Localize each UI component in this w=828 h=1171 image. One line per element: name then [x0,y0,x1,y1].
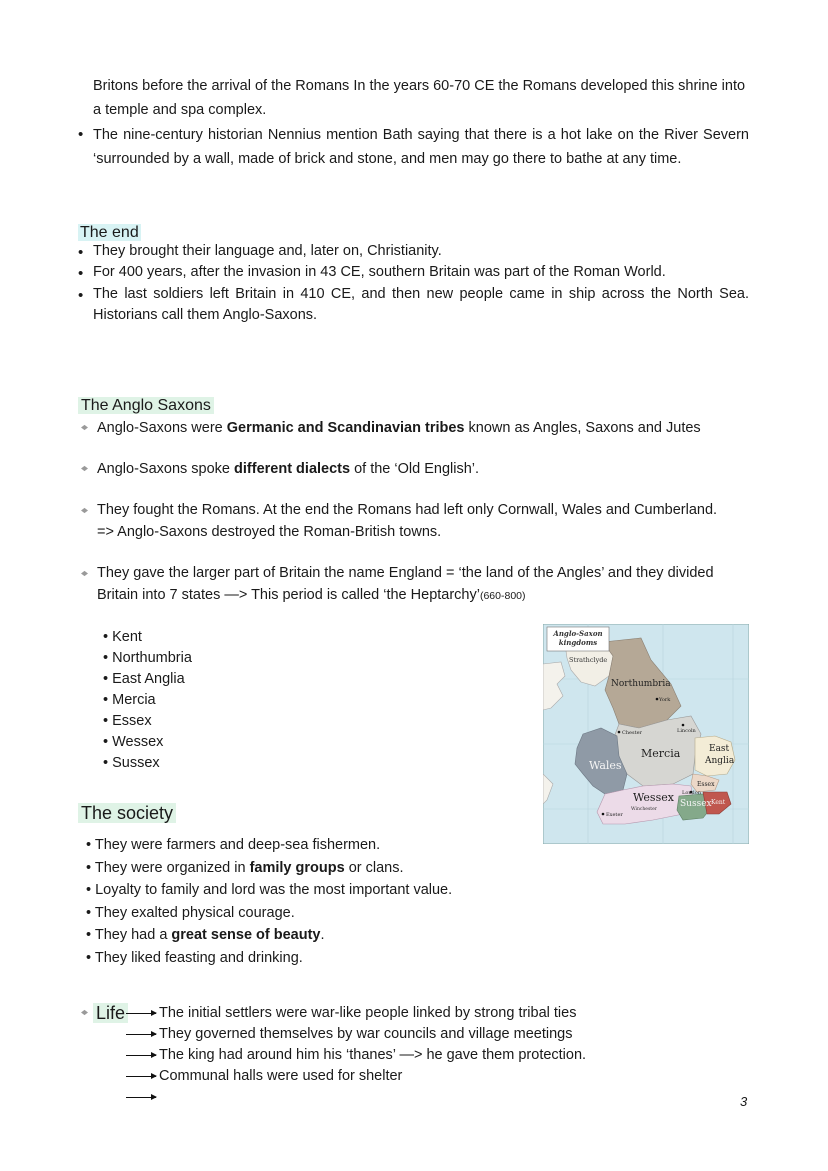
the-end-bullet-1: They brought their language and, later on, Christianity. [93,243,442,259]
map-label-east-anglia-1: East [709,744,730,754]
map-label-chester: Chester [622,730,642,736]
map-title-line2: kingdoms [558,638,598,647]
map-label-kent: Kent [711,799,726,806]
life-line-2: They governed themselves by war councils and village meetings [159,1026,573,1042]
list-item: • They exalted physical courage. [86,904,295,921]
anglo-saxons-item-4: They gave the larger part of Britain the name England = ‘the land of the Angles’ and they divided Britain into 7 states —> This period is called ‘the Heptarchy’(660-800) [97,565,714,603]
map-label-mercia: Mercia [641,747,681,760]
map-label-sussex: Sussex [680,799,712,809]
life-line-3: The king had around him his ‘thanes’ —> he gave them protection. [159,1047,587,1063]
kingdoms-list [103,627,192,774]
page-number: 3 [740,1094,748,1109]
map-label-east-anglia-2: Anglia [705,756,735,766]
map-title-line1: Anglo-Saxon [553,629,603,638]
list-item: • Northumbria [103,650,192,666]
arrow-icon [126,1013,156,1014]
life-line-1: The initial settlers were war-like people linked by strong tribal ties [159,1005,577,1021]
list-item: • East Anglia [103,671,185,687]
section-heading-anglo-saxons: The Anglo Saxons [78,395,214,417]
diamond-bullet-icon [81,465,88,472]
arrow-icon [126,1097,156,1098]
anglo-saxon-kingdoms-map [543,624,749,844]
map-label-wales: Wales [589,759,622,772]
list-item: • Wessex [103,734,164,750]
diamond-bullet-icon [81,1009,88,1016]
nennius-bullet: The nine-century historian Nennius mention Bath saying that there is a hot lake on the River Severn ‘surrounded by a wall, made of brick and stone, and men may go there to bathe at any time. [93,127,749,167]
anglo-saxons-item-1: Anglo-Saxons were Germanic and Scandinavian tribes known as Angles, Saxons and Jutes [97,420,701,436]
society-list [86,834,452,969]
list-item: • Loyalty to family and lord was the most important value. [86,882,453,898]
list-item: • They liked feasting and drinking. [86,949,303,966]
list-item: • Sussex [103,755,160,771]
list-item: • They had a great sense of beauty. [86,927,325,943]
section-heading-society: The society [78,801,176,825]
the-end-bullet-2: For 400 years, after the invasion in 43 CE, southern Britain was part of the Roman World. [93,264,666,280]
anglo-saxons-item-2: Anglo-Saxons spoke different dialects of the ‘Old English’. [97,461,480,477]
map-label-lincoln: Lincoln [677,728,696,734]
list-item: • They were farmers and deep-sea fishermen. [86,837,381,853]
map-label-exeter: Exeter [606,812,623,818]
intro-paragraph: Britons before the arrival of the Romans In the years 60-70 CE the Romans developed this shrine into a temple and spa complex. [93,78,746,118]
diamond-bullet-icon [81,507,88,514]
diamond-bullet-icon [81,570,88,577]
arrow-icon [126,1076,156,1077]
section-heading-the-end: The end [80,224,139,241]
bullet-icon: • [78,244,84,261]
the-end-bullet-3: The last soldiers left Britain in 410 CE, and then new people came in ship across the North Sea. Historians call them Anglo-Saxons. [93,286,749,323]
list-item: • Essex [103,713,152,729]
map-label-strathclyde: Strathclyde [569,656,608,664]
bullet-icon: • [78,287,84,304]
map-label-essex: Essex [697,781,715,788]
arrow-icon [126,1055,156,1056]
anglo-saxons-item-3: They fought the Romans. At the end the Romans had left only Cornwall, Wales and Cumberland. => Anglo-Saxons destroyed the Roman-British towns. [97,502,718,540]
arrow-icon [126,1034,156,1035]
list-item: • Kent [103,629,142,645]
bullet-icon: • [78,265,84,282]
map-label-york: York [659,697,671,703]
map-label-winchester: Winchester [631,807,657,812]
life-heading: Life [93,1001,128,1025]
list-item: • Mercia [103,692,156,708]
list-item: • They were organized in family groups or clans. [86,859,404,876]
life-line-4: Communal halls were used for shelter [159,1068,403,1084]
map-label-london: London [682,790,701,796]
bullet-icon: • [78,126,84,143]
diamond-bullet-icon [81,424,88,431]
map-label-wessex: Wessex [633,791,674,804]
map-label-northumbria: Northumbria [611,679,671,689]
